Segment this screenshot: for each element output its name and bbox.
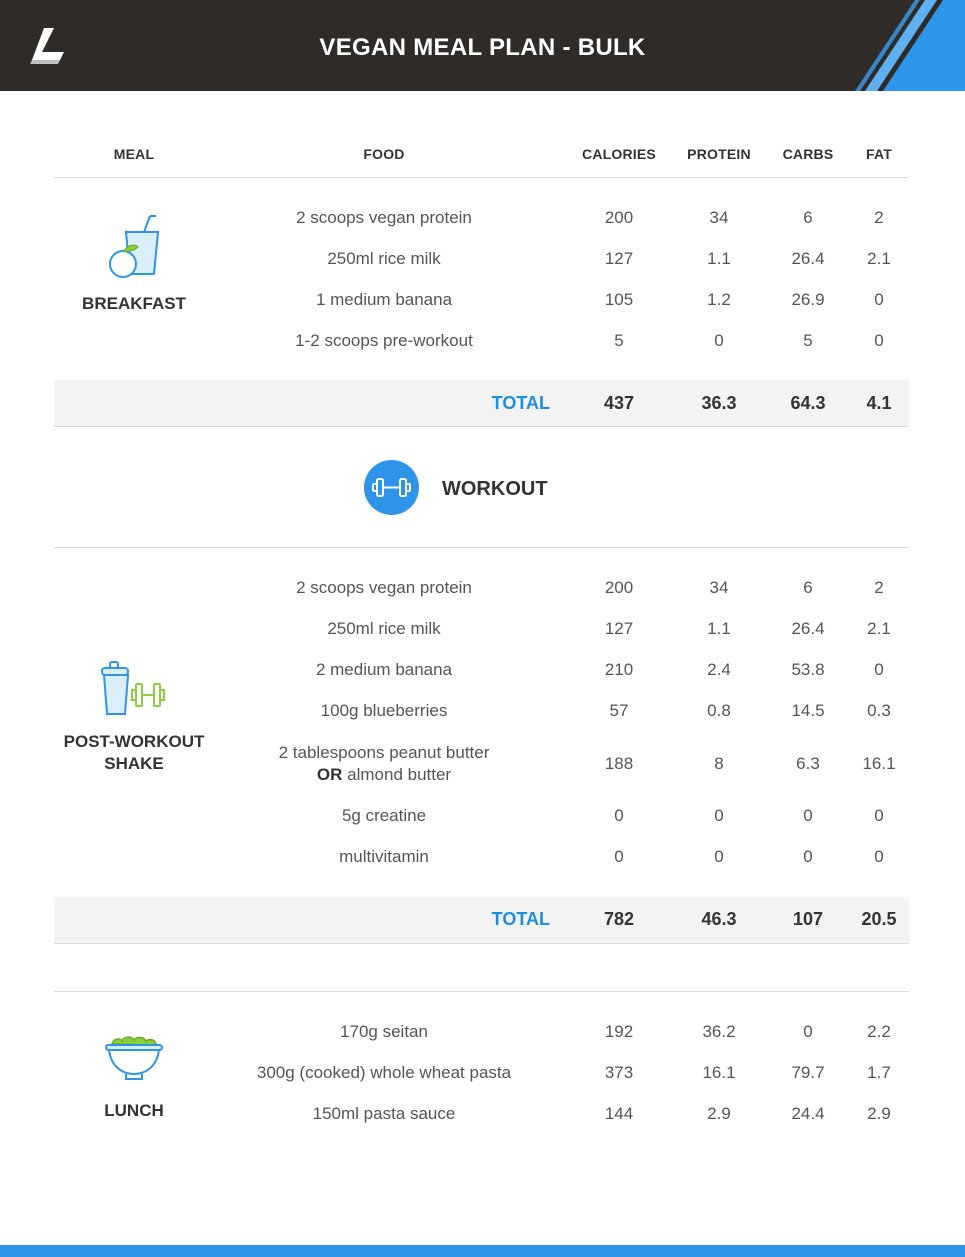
footer-accent-bar: [0, 1245, 965, 1257]
carbs-value: 26.4: [791, 619, 825, 638]
total-fat: 20.5: [861, 909, 897, 929]
food-item: 2 medium banana: [315, 660, 453, 679]
carbs-value: 79.7: [791, 1063, 825, 1082]
header-stripes-decoration: [825, 0, 965, 91]
calories-value: 0: [614, 847, 624, 866]
total-calories: 782: [603, 909, 635, 929]
food-item: 2 scoops vegan protein: [296, 208, 472, 227]
salad-bowl-icon: [104, 1034, 164, 1082]
smoothie-apple-icon: [106, 214, 162, 280]
fat-value: 2.2: [867, 1022, 891, 1041]
calories-value: 210: [604, 660, 634, 679]
total-fat: 4.1: [866, 393, 892, 413]
protein-value: 0: [714, 847, 724, 866]
food-item: 300g (cooked) whole wheat pasta: [256, 1063, 512, 1082]
food-item: 150ml pasta sauce: [312, 1104, 456, 1123]
food-line: 2 tablespoons peanut butter: [278, 743, 490, 762]
fat-value: 2.1: [867, 249, 891, 268]
meal-label-lunch: LUNCH: [104, 1101, 164, 1120]
meal-label-line: POST-WORKOUT: [63, 732, 205, 751]
fat-value: 2.9: [867, 1104, 891, 1123]
protein-value: 34: [709, 208, 729, 227]
workout-label: WORKOUT: [442, 478, 548, 500]
protein-value: 2.9: [707, 1104, 731, 1123]
calories-value: 188: [604, 754, 634, 773]
protein-value: 16.1: [702, 1063, 736, 1082]
carbs-value: 6: [803, 578, 813, 597]
total-carbs: 107: [792, 909, 824, 929]
calories-value: 0: [614, 806, 624, 825]
protein-value: 8: [714, 754, 724, 773]
divider: [54, 991, 909, 992]
protein-value: 34: [709, 578, 729, 597]
food-line: [230, 764, 538, 786]
total-label: TOTAL: [491, 393, 550, 413]
calories-value: 127: [604, 619, 634, 638]
protein-value: 0.8: [707, 701, 731, 720]
carbs-value: 26.4: [791, 249, 825, 268]
calories-value: 5: [614, 331, 624, 350]
divider: [54, 547, 909, 548]
column-header-food: FOOD: [363, 146, 405, 162]
total-protein: 36.3: [701, 393, 737, 413]
column-header-fat: FAT: [865, 146, 892, 162]
calories-value: 105: [604, 290, 634, 309]
shaker-dumbbell-icon: [98, 660, 170, 718]
food-line-text: almond butter: [347, 765, 452, 784]
page-title: VEGAN MEAL PLAN - BULK: [319, 34, 646, 61]
fat-value: 0: [874, 847, 884, 866]
calories-value: 127: [604, 249, 634, 268]
protein-value: 0: [714, 806, 724, 825]
fat-value: 2.1: [867, 619, 891, 638]
column-header-protein: PROTEIN: [687, 146, 751, 162]
carbs-value: 0: [803, 806, 813, 825]
calories-value: 373: [604, 1063, 634, 1082]
carbs-value: 0: [803, 1022, 813, 1041]
carbs-value: 0: [803, 847, 813, 866]
column-header-calories: CALORIES: [582, 146, 656, 162]
carbs-value: 24.4: [791, 1104, 825, 1123]
food-item: 250ml rice milk: [327, 249, 441, 268]
calories-value: 144: [604, 1104, 634, 1123]
fat-value: 0: [874, 660, 884, 679]
food-item: 5g creatine: [341, 806, 427, 825]
meal-label-line: SHAKE: [104, 754, 164, 773]
meal-label-breakfast: BREAKFAST: [82, 294, 186, 313]
calories-value: 200: [604, 578, 634, 597]
food-item: 250ml rice milk: [327, 619, 441, 638]
protein-value: 1.1: [707, 249, 731, 268]
carbs-value: 53.8: [791, 660, 825, 679]
fat-value: 1.7: [867, 1063, 891, 1082]
food-item: [230, 742, 538, 786]
food-item: 170g seitan: [340, 1022, 428, 1041]
carbs-value: 5: [803, 331, 813, 350]
food-item: 100g blueberries: [320, 701, 448, 720]
food-item: multivitamin: [339, 847, 429, 866]
meal-label-post-workout: [54, 731, 214, 775]
total-label: TOTAL: [491, 909, 550, 929]
food-item: 2 scoops vegan protein: [296, 578, 472, 597]
food-item: 1 medium banana: [315, 290, 453, 309]
protein-value: 1.1: [707, 619, 731, 638]
total-carbs: 64.3: [790, 393, 826, 413]
carbs-value: 14.5: [791, 701, 825, 720]
divider: [54, 177, 909, 178]
fat-value: 0.3: [867, 701, 891, 720]
protein-value: 1.2: [707, 290, 731, 309]
total-calories: 437: [603, 393, 635, 413]
fat-value: 0: [874, 290, 884, 309]
carbs-value: 26.9: [791, 290, 825, 309]
fat-value: 2: [874, 208, 884, 227]
carbs-value: 6.3: [796, 754, 820, 773]
fat-value: 2: [874, 578, 884, 597]
food-item: 1-2 scoops pre-workout: [295, 331, 473, 350]
protein-value: 0: [714, 331, 724, 350]
column-header-carbs: CARBS: [782, 146, 834, 162]
dumbbell-icon: [364, 460, 419, 515]
calories-value: 192: [604, 1022, 634, 1041]
fat-value: 16.1: [862, 754, 896, 773]
protein-value: 2.4: [707, 660, 731, 679]
total-protein: 46.3: [701, 909, 737, 929]
calories-value: 200: [604, 208, 634, 227]
workout-badge: [364, 460, 419, 515]
calories-value: 57: [609, 701, 629, 720]
fat-value: 0: [874, 331, 884, 350]
or-label: OR: [316, 765, 343, 784]
protein-value: 36.2: [702, 1022, 736, 1041]
carbs-value: 6: [803, 208, 813, 227]
column-header-meal: MEAL: [113, 146, 155, 162]
header-bar: [0, 0, 965, 91]
fat-value: 0: [874, 806, 884, 825]
